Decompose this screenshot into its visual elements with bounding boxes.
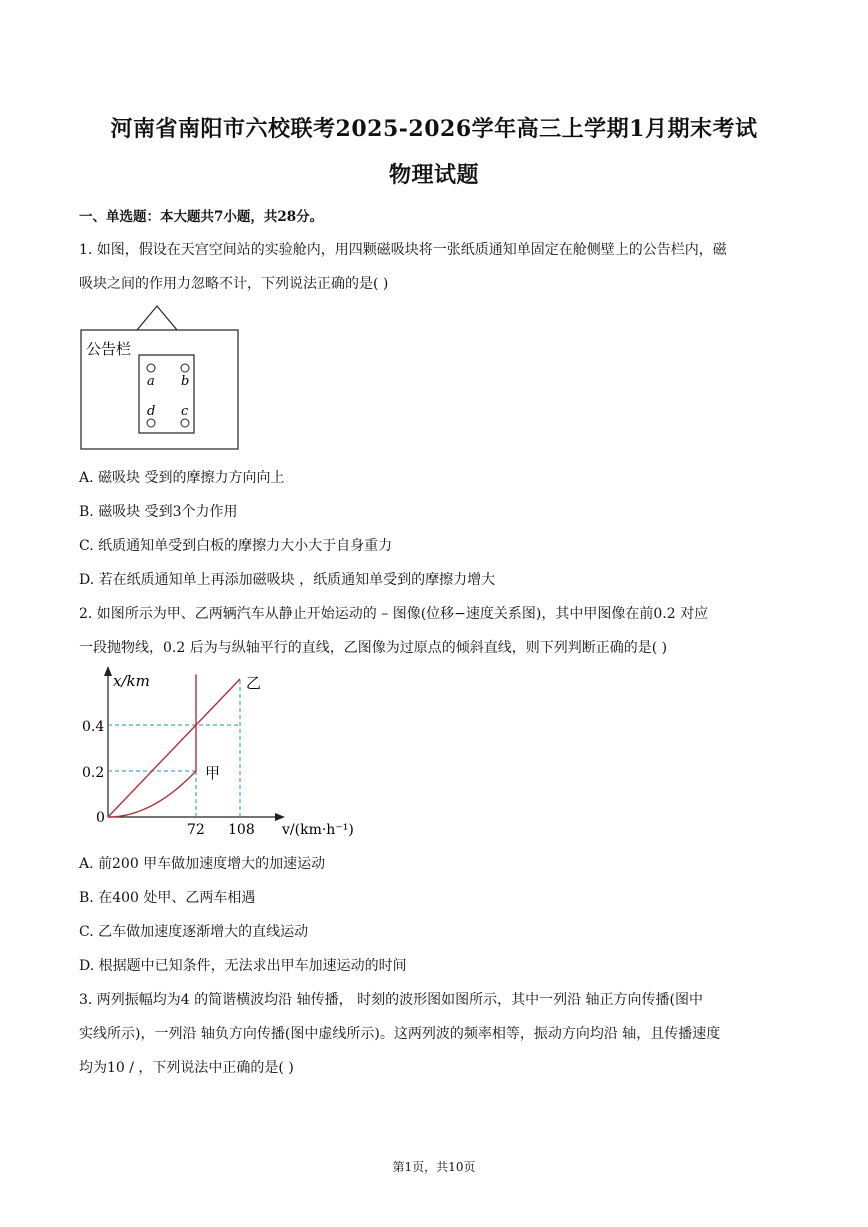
- page-subtitle: 物理试题: [388, 162, 479, 188]
- x-axis-arrow: [275, 813, 285, 821]
- q1-stem-line1: 1. 如图，假设在天宫空间站的实验舱内，用四颗磁吸块将一张纸质通知单固定在舱侧壁上的公告栏内，磁: [79, 242, 727, 258]
- page-footer: 第1页，共10页: [392, 1160, 476, 1174]
- series-jia-parabola: [108, 771, 196, 817]
- series-label-yi: 乙: [246, 674, 262, 692]
- page-title: 河南省南阳市六校联考2025-2026学年高三上学期1月期末考试: [110, 116, 758, 142]
- y-tick-0.2: 0.2: [82, 765, 105, 781]
- q2-stem-line1: 2. 如图所示为甲、乙两辆汽车从静止开始运动的 – 图像(位移−速度关系图)，其中甲图像在前0.2 对应: [79, 606, 709, 622]
- q1-option-a: A. 磁吸块 受到的摩擦力方向向上: [79, 470, 285, 486]
- label-a: a: [147, 374, 155, 389]
- q2-stem-line2: 一段抛物线，0.2 后为与纵轴平行的直线，乙图像为过原点的倾斜直线，则下列判断正确的是( ): [79, 640, 668, 656]
- x-axis-label: v/(km·h⁻¹): [282, 822, 354, 838]
- q3-stem-line3: 均为10 / ，下列说法中正确的是( ): [79, 1060, 294, 1076]
- magnet-b: [181, 364, 189, 372]
- label-d: d: [147, 404, 156, 419]
- q2-option-b: B. 在400 处甲、乙两车相遇: [79, 890, 256, 906]
- q2-option-c: C. 乙车做加速度逐渐增大的直线运动: [79, 924, 309, 940]
- q2-option-d: D. 根据题中已知条件，无法求出甲车加速运动的时间: [79, 958, 407, 974]
- series-yi-line: [108, 679, 240, 817]
- q3-stem-line2: 实线所示)，一列沿 轴负方向传播(图中虚线所示)。这两列波的频率相等，振动方向均沿 轴，且传播速度: [79, 1026, 721, 1042]
- label-b: b: [181, 374, 190, 389]
- board-label: 公告栏: [86, 340, 132, 358]
- q3-stem-line1: 3. 两列振幅均为4 的简谐横波均沿 轴传播， 时刻的波形图如图所示，其中一列沿 轴正方向传播(图中: [79, 992, 703, 1008]
- x-tick-72: 72: [187, 822, 205, 838]
- q1-option-c: C. 纸质通知单受到白板的摩擦力大小大于自身重力: [79, 538, 393, 554]
- x-tick-108: 108: [228, 822, 255, 838]
- q2-x-v-chart: [78, 662, 368, 842]
- q1-option-b: B. 磁吸块 受到3个力作用: [79, 504, 238, 520]
- q1-stem-line2: 吸块之间的作用力忽略不计，下列说法正确的是( ): [79, 276, 389, 292]
- origin-label: 0: [96, 810, 105, 826]
- y-tick-0.4: 0.4: [82, 719, 105, 735]
- magnet-c: [181, 419, 189, 427]
- label-c: c: [181, 404, 189, 419]
- section-heading: 一、单选题：本大题共7小题，共28分。: [79, 209, 324, 225]
- y-axis-label: x/km: [113, 672, 150, 690]
- q2-option-a: A. 前200 甲车做加速度增大的加速运动: [79, 856, 326, 872]
- magnet-d: [147, 419, 155, 427]
- board-hanger: [137, 306, 177, 330]
- q1-option-d: D. 若在纸质通知单上再添加磁吸块 ，纸质通知单受到的摩擦力增大: [79, 572, 496, 588]
- series-label-jia: 甲: [205, 764, 221, 782]
- y-axis-arrow: [104, 666, 112, 676]
- q1-bulletin-board-figure: [78, 304, 242, 454]
- magnet-a: [147, 364, 155, 372]
